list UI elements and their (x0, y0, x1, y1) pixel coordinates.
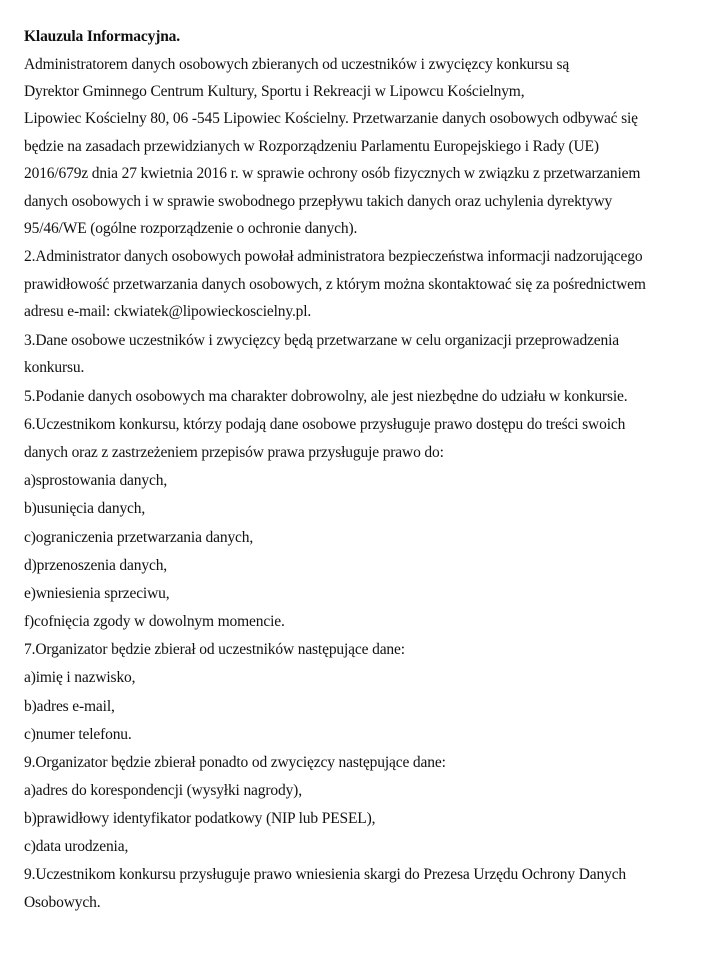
text-line: Lipowiec Kościelny 80, 06 -545 Lipowiec Kościelny. Przetwarzanie danych osobowych odbywać się (24, 110, 638, 127)
list-item: a)imię i nazwisko, (24, 669, 136, 686)
list-item: c)numer telefonu. (24, 726, 132, 743)
text-line: Dyrektor Gminnego Centrum Kultury, Sportu i Rekreacji w Lipowcu Kościelnym, (24, 83, 525, 100)
text-line: danych osobowych i w sprawie swobodnego przepływu takich danych oraz uchylenia dyrektywy (24, 193, 613, 210)
text-line: 9.Organizator będzie zbierał ponadto od zwycięzcy następujące dane: (24, 754, 446, 771)
text-line: będzie na zasadach przewidzianych w Rozporządzeniu Parlamentu Europejskiego i Rady (UE) (24, 138, 599, 155)
document-title: Klauzula Informacyjna. (24, 28, 181, 45)
list-item: e)wniesienia sprzeciwu, (24, 585, 170, 602)
contact-email-line: adresu e-mail: ckwiatek@lipowieckoscielny.pl. (24, 303, 312, 320)
text-line: 2016/679z dnia 27 kwietnia 2016 r. w sprawie ochrony osób fizycznych w związku z przetwarzaniem (24, 165, 641, 182)
list-item: b)usunięcia danych, (24, 500, 146, 517)
text-line: danych oraz z zastrzeżeniem przepisów prawa przysługuje prawo do: (24, 444, 444, 461)
list-item: c)ograniczenia przetwarzania danych, (24, 529, 254, 546)
text-line: 5.Podanie danych osobowych ma charakter dobrowolny, ale jest niezbędne do udziału w konkursie. (24, 388, 628, 405)
text-line: prawidłowość przetwarzania danych osobowych, z którym można skontaktować się za pośrednictwem (24, 276, 646, 293)
list-item: d)przenoszenia danych, (24, 557, 168, 574)
text-line: 7.Organizator będzie zbierał od uczestników następujące dane: (24, 641, 405, 658)
list-item: b)adres e-mail, (24, 698, 115, 715)
list-item: f)cofnięcia zgody w dowolnym momencie. (24, 613, 285, 630)
list-item: c)data urodzenia, (24, 838, 129, 855)
text-line: 6.Uczestnikom konkursu, którzy podają dane osobowe przysługuje prawo dostępu do treści swoich (24, 416, 626, 433)
text-line: 2.Administrator danych osobowych powołał administratora bezpieczeństwa informacji nadzorującego (24, 248, 643, 265)
list-item: a)adres do korespondencji (wysyłki nagrody), (24, 782, 302, 799)
text-line: konkursu. (24, 359, 85, 376)
text-line: Osobowych. (24, 894, 101, 911)
text-line: 3.Dane osobowe uczestników i zwycięzcy będą przetwarzane w celu organizacji przeprowadzenia (24, 332, 620, 349)
text-line: Administratorem danych osobowych zbieranych od uczestników i zwycięzcy konkursu są (24, 56, 570, 73)
text-line: 95/46/WE (ogólne rozporządzenie o ochronie danych). (24, 220, 358, 237)
list-item: b)prawidłowy identyfikator podatkowy (NIP lub PESEL), (24, 810, 376, 827)
text-line: 9.Uczestnikom konkursu przysługuje prawo wniesienia skargi do Prezesa Urzędu Ochrony Danych (24, 866, 627, 883)
list-item: a)sprostowania danych, (24, 472, 168, 489)
